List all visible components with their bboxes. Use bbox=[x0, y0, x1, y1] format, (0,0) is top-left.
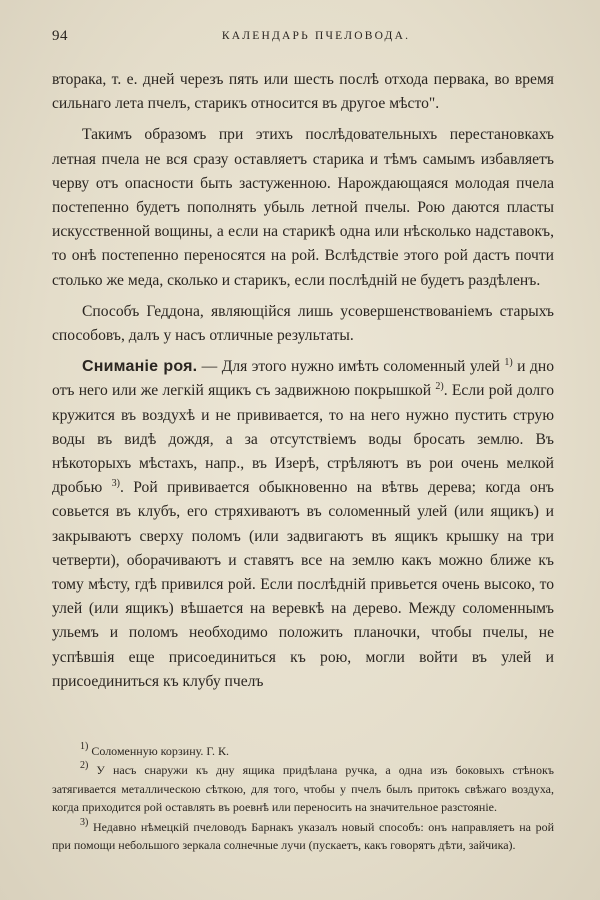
footnote-mark: 1) bbox=[80, 741, 89, 752]
page-header bbox=[52, 28, 560, 50]
footnote-ref: 2) bbox=[435, 381, 444, 393]
paragraph: Такимъ образомъ при этихъ послѣдовательныхъ перестановкахъ летная пчела не вся сразу оставляетъ старика и тѣмъ самымъ избавляетъ черву отъ опасности быть застуженною. Нарождающаяся молодая пчела постепенно будетъ пополнять убыль летной пчелы. Рою даются пласты искусственной вощины, а если на старикѣ одна или нѣсколько надставокъ, то онѣ постепенно переносятся на рой. Вслѣдствіе этого рой дастъ почти столько же меда, сколько и старикъ, если послѣдній не будетъ раздѣленъ. bbox=[52, 126, 554, 289]
footnote bbox=[52, 818, 554, 855]
text-segment: — Для этого нужно имѣть соломенный улей bbox=[197, 358, 505, 376]
text-segment: и дно отъ него или же легкій ящикъ съ задвижною покрышкой bbox=[52, 358, 554, 400]
footnote bbox=[52, 742, 554, 760]
footnote-text: У насъ снаружи къ дну ящика придѣлана ручка, а одна изъ боковыхъ стѣнокъ затягивается металлическою сѣткою, для того, чтобы у пчелъ былъ притокъ свѣжаго воздуха, когда приходится рой оставлять въ роевнѣ или переносить на значительное разстояніе. bbox=[52, 763, 554, 815]
footnote-ref: 3) bbox=[111, 478, 120, 490]
page-number: 94 bbox=[52, 28, 68, 44]
main-text bbox=[52, 68, 554, 694]
section-paragraph bbox=[52, 355, 554, 694]
footnotes bbox=[52, 742, 554, 855]
paragraph-continued: вторака, т. е. дней черезъ пять или шесть послѣ отхода первака, во время сильнаго лета пчелъ, старикъ относится въ другое мѣсто". bbox=[52, 71, 554, 113]
paragraph: Способъ Геддона, являющійся лишь усовершенствованіемъ старыхъ способовъ, далъ у насъ отличные результаты. bbox=[52, 302, 554, 345]
footnote-mark: 3) bbox=[80, 816, 89, 828]
footnote-ref: 1) bbox=[504, 357, 513, 369]
footnote-text: Соломенную корзину. Г. К. bbox=[88, 744, 230, 758]
footnote bbox=[52, 761, 554, 816]
section-heading: Сниманіе роя. bbox=[82, 358, 198, 376]
footnote-mark: 2) bbox=[80, 760, 89, 772]
text-segment: . Если рой долго кружится въ воздухѣ и не прививается, то на него нужно пустить струю воды въ видѣ дождя, а за отсутствіемъ воды бросать землю. Въ нѣкоторыхъ мѣстахъ, напр., въ Изерѣ, стрѣляютъ въ рои очень мелкой дробью bbox=[52, 382, 554, 497]
text-segment: . Рой прививается обыкновенно на вѣтвь дерева; когда онъ совьется въ клубъ, его стряхиваютъ въ соломенный улей (или ящикъ) и закрываютъ сверху поломъ (или задвигаютъ въ ящикъ крышку на три четверти), оборачиваютъ и ставятъ все на землю какъ можно ближе къ тому мѣсту, гдѣ привился рой. Если послѣдній привьется очень высоко, то улей (или ящикъ) вѣшается на веревкѣ на дерево. Между соломеннымъ ульемъ и поломъ необходимо положить планочки, чтобы пчелы, не успѣвшія еще присоединиться къ рою, могли войти въ улей и присоединиться къ клубу пчелъ bbox=[52, 479, 554, 690]
running-title: КАЛЕНДАРЬ ПЧЕЛОВОДА. bbox=[221, 30, 411, 42]
footnote-text: Недавно нѣмецкій пчеловодъ Барнакъ указалъ новый способъ: онъ направляетъ на рой при помощи небольшого зеркала солнечные лучи (пускаетъ, какъ говорятъ дѣти, зайчика). bbox=[52, 819, 554, 853]
